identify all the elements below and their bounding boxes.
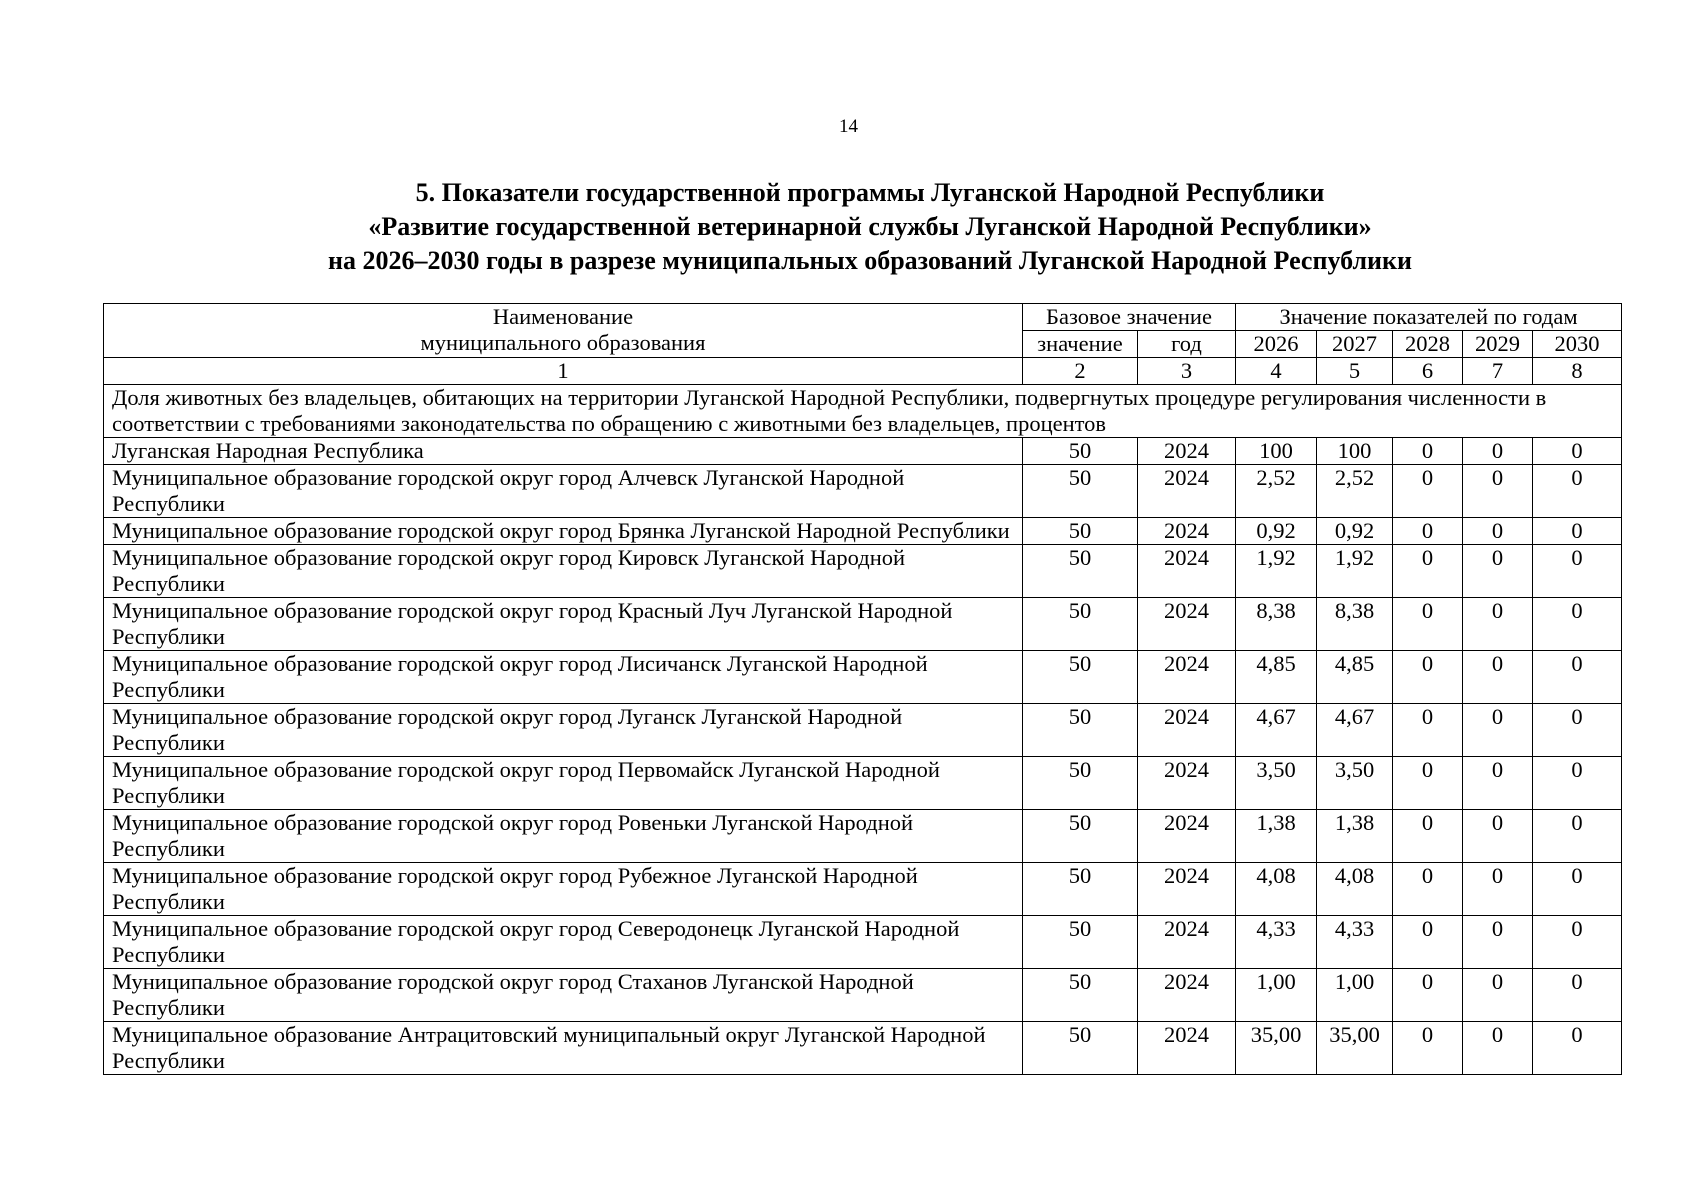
base-year-cell: 2024 bbox=[1138, 810, 1236, 863]
table-row bbox=[104, 598, 1622, 651]
municipality-name-cell: Муниципальное образование городской округ город Лисичанск Луганской Народной Республики bbox=[104, 651, 1023, 704]
base-value-cell: 50 bbox=[1023, 545, 1138, 598]
base-year-cell: 2024 bbox=[1138, 545, 1236, 598]
municipality-name-cell: Муниципальное образование городской округ город Красный Луч Луганской Народной Республики bbox=[104, 598, 1023, 651]
value-2027-cell: 4,67 bbox=[1317, 704, 1393, 757]
base-value-cell: 50 bbox=[1023, 598, 1138, 651]
value-2030-cell: 0 bbox=[1533, 545, 1622, 598]
value-2028-cell: 0 bbox=[1393, 438, 1463, 465]
base-value-cell: 50 bbox=[1023, 863, 1138, 916]
value-2028-cell: 0 bbox=[1393, 518, 1463, 545]
value-2029-cell: 0 bbox=[1463, 1022, 1533, 1075]
table-row bbox=[104, 916, 1622, 969]
col-number-4: 4 bbox=[1236, 358, 1317, 385]
value-2030-cell: 0 bbox=[1533, 969, 1622, 1022]
value-2028-cell: 0 bbox=[1393, 916, 1463, 969]
base-year-cell: 2024 bbox=[1138, 863, 1236, 916]
base-year-cell: 2024 bbox=[1138, 1022, 1236, 1075]
value-2028-cell: 0 bbox=[1393, 863, 1463, 916]
section-row bbox=[104, 385, 1622, 438]
table-row bbox=[104, 704, 1622, 757]
value-2028-cell: 0 bbox=[1393, 1022, 1463, 1075]
value-2027-cell: 1,00 bbox=[1317, 969, 1393, 1022]
value-2026-cell: 4,33 bbox=[1236, 916, 1317, 969]
header-name-line-2: муниципального образования bbox=[420, 330, 706, 355]
municipality-name-cell: Муниципальное образование Антрацитовский муниципальный округ Луганской Народной Республики bbox=[104, 1022, 1023, 1075]
value-2026-cell: 35,00 bbox=[1236, 1022, 1317, 1075]
value-2026-cell: 3,50 bbox=[1236, 757, 1317, 810]
value-2028-cell: 0 bbox=[1393, 651, 1463, 704]
header-value-cell: значение bbox=[1023, 331, 1138, 358]
col-number-1: 1 bbox=[104, 358, 1023, 385]
table-row bbox=[104, 518, 1622, 545]
municipality-name-cell: Муниципальное образование городской округ город Брянка Луганской Народной Республики bbox=[104, 518, 1023, 545]
municipality-name-cell: Муниципальное образование городской округ город Рубежное Луганской Народной Республики bbox=[104, 863, 1023, 916]
value-2030-cell: 0 bbox=[1533, 757, 1622, 810]
base-year-cell: 2024 bbox=[1138, 598, 1236, 651]
value-2029-cell: 0 bbox=[1463, 651, 1533, 704]
col-number-6: 6 bbox=[1393, 358, 1463, 385]
value-2030-cell: 0 bbox=[1533, 518, 1622, 545]
base-value-cell: 50 bbox=[1023, 465, 1138, 518]
base-year-cell: 2024 bbox=[1138, 704, 1236, 757]
value-2027-cell: 2,52 bbox=[1317, 465, 1393, 518]
value-2026-cell: 1,92 bbox=[1236, 545, 1317, 598]
value-2030-cell: 0 bbox=[1533, 598, 1622, 651]
value-2029-cell: 0 bbox=[1463, 438, 1533, 465]
base-year-cell: 2024 bbox=[1138, 757, 1236, 810]
municipality-name-cell: Муниципальное образование городской округ город Северодонецк Луганской Народной Республики bbox=[104, 916, 1023, 969]
value-2028-cell: 0 bbox=[1393, 598, 1463, 651]
column-numbers-row bbox=[104, 358, 1622, 385]
base-value-cell: 50 bbox=[1023, 969, 1138, 1022]
value-2026-cell: 4,67 bbox=[1236, 704, 1317, 757]
col-number-5: 5 bbox=[1317, 358, 1393, 385]
value-2027-cell: 35,00 bbox=[1317, 1022, 1393, 1075]
municipality-name-cell: Муниципальное образование городской округ город Первомайск Луганской Народной Республики bbox=[104, 757, 1023, 810]
value-2026-cell: 1,38 bbox=[1236, 810, 1317, 863]
base-year-cell: 2024 bbox=[1138, 465, 1236, 518]
table-row bbox=[104, 438, 1622, 465]
value-2027-cell: 8,38 bbox=[1317, 598, 1393, 651]
title-line-3: на 2026–2030 годы в разрезе муниципальных образований Луганской Народной Республики bbox=[327, 246, 1412, 275]
base-year-cell: 2024 bbox=[1138, 969, 1236, 1022]
value-2029-cell: 0 bbox=[1463, 704, 1533, 757]
value-2028-cell: 0 bbox=[1393, 465, 1463, 518]
header-year-2029: 2029 bbox=[1463, 331, 1533, 358]
base-year-cell: 2024 bbox=[1138, 916, 1236, 969]
value-2029-cell: 0 bbox=[1463, 465, 1533, 518]
value-2026-cell: 1,00 bbox=[1236, 969, 1317, 1022]
value-2026-cell: 0,92 bbox=[1236, 518, 1317, 545]
base-value-cell: 50 bbox=[1023, 916, 1138, 969]
table-row bbox=[104, 1022, 1622, 1075]
document-title bbox=[160, 176, 1580, 278]
value-2028-cell: 0 bbox=[1393, 757, 1463, 810]
base-value-cell: 50 bbox=[1023, 518, 1138, 545]
table-row bbox=[104, 651, 1622, 704]
value-2028-cell: 0 bbox=[1393, 810, 1463, 863]
col-number-2: 2 bbox=[1023, 358, 1138, 385]
page-number: 14 bbox=[839, 116, 858, 137]
header-years-cell: Значение показателей по годам bbox=[1236, 304, 1622, 331]
col-number-7: 7 bbox=[1463, 358, 1533, 385]
value-2027-cell: 1,92 bbox=[1317, 545, 1393, 598]
value-2029-cell: 0 bbox=[1463, 598, 1533, 651]
value-2028-cell: 0 bbox=[1393, 704, 1463, 757]
header-year-2028: 2028 bbox=[1393, 331, 1463, 358]
header-name-line-1: Наименование bbox=[492, 304, 634, 329]
value-2029-cell: 0 bbox=[1463, 863, 1533, 916]
value-2030-cell: 0 bbox=[1533, 810, 1622, 863]
municipality-name-cell: Муниципальное образование городской округ город Луганск Луганской Народной Республики bbox=[104, 704, 1023, 757]
value-2030-cell: 0 bbox=[1533, 1022, 1622, 1075]
base-value-cell: 50 bbox=[1023, 1022, 1138, 1075]
municipality-name-cell: Муниципальное образование городской округ город Алчевск Луганской Народной Республики bbox=[104, 465, 1023, 518]
table-row bbox=[104, 465, 1622, 518]
title-line-2: «Развитие государственной ветеринарной службы Луганской Народной Республики» bbox=[368, 212, 1372, 241]
table-row bbox=[104, 969, 1622, 1022]
value-2027-cell: 1,38 bbox=[1317, 810, 1393, 863]
value-2030-cell: 0 bbox=[1533, 651, 1622, 704]
value-2029-cell: 0 bbox=[1463, 969, 1533, 1022]
value-2030-cell: 0 bbox=[1533, 465, 1622, 518]
table-row bbox=[104, 757, 1622, 810]
value-2029-cell: 0 bbox=[1463, 757, 1533, 810]
header-year-2027: 2027 bbox=[1317, 331, 1393, 358]
value-2028-cell: 0 bbox=[1393, 545, 1463, 598]
municipality-name-cell: Муниципальное образование городской округ город Ровеньки Луганской Народной Республики bbox=[104, 810, 1023, 863]
value-2030-cell: 0 bbox=[1533, 438, 1622, 465]
title-line-1: 5. Показатели государственной программы Луганской Народной Республики bbox=[415, 178, 1325, 207]
table-row bbox=[104, 810, 1622, 863]
header-year-cell: год bbox=[1138, 331, 1236, 358]
base-value-cell: 50 bbox=[1023, 810, 1138, 863]
value-2028-cell: 0 bbox=[1393, 969, 1463, 1022]
base-value-cell: 50 bbox=[1023, 651, 1138, 704]
value-2029-cell: 0 bbox=[1463, 518, 1533, 545]
value-2027-cell: 3,50 bbox=[1317, 757, 1393, 810]
value-2026-cell: 100 bbox=[1236, 438, 1317, 465]
value-2029-cell: 0 bbox=[1463, 545, 1533, 598]
base-value-cell: 50 bbox=[1023, 757, 1138, 810]
value-2030-cell: 0 bbox=[1533, 704, 1622, 757]
value-2026-cell: 4,08 bbox=[1236, 863, 1317, 916]
value-2030-cell: 0 bbox=[1533, 863, 1622, 916]
header-name-cell bbox=[104, 304, 1023, 358]
indicators-table bbox=[103, 303, 1622, 1075]
header-year-2030: 2030 bbox=[1533, 331, 1622, 358]
value-2027-cell: 0,92 bbox=[1317, 518, 1393, 545]
table-row bbox=[104, 545, 1622, 598]
municipality-name-cell: Луганская Народная Республика bbox=[104, 438, 1023, 465]
value-2027-cell: 4,85 bbox=[1317, 651, 1393, 704]
value-2027-cell: 100 bbox=[1317, 438, 1393, 465]
header-year-2026: 2026 bbox=[1236, 331, 1317, 358]
section-title: Доля животных без владельцев, обитающих на территории Луганской Народной Республики, подвергнутых процедуре регулирования численности в соответствии с требованиями законодательства по обращению с животными без владельцев, процентов bbox=[104, 385, 1622, 438]
municipality-name-cell: Муниципальное образование городской округ город Кировск Луганской Народной Республики bbox=[104, 545, 1023, 598]
base-value-cell: 50 bbox=[1023, 438, 1138, 465]
value-2030-cell: 0 bbox=[1533, 916, 1622, 969]
value-2029-cell: 0 bbox=[1463, 916, 1533, 969]
col-number-3: 3 bbox=[1138, 358, 1236, 385]
base-year-cell: 2024 bbox=[1138, 518, 1236, 545]
base-year-cell: 2024 bbox=[1138, 651, 1236, 704]
col-number-8: 8 bbox=[1533, 358, 1622, 385]
table-row bbox=[104, 863, 1622, 916]
value-2027-cell: 4,08 bbox=[1317, 863, 1393, 916]
base-year-cell: 2024 bbox=[1138, 438, 1236, 465]
value-2029-cell: 0 bbox=[1463, 810, 1533, 863]
value-2026-cell: 4,85 bbox=[1236, 651, 1317, 704]
table-body bbox=[104, 304, 1622, 1075]
municipality-name-cell: Муниципальное образование городской округ город Стаханов Луганской Народной Республики bbox=[104, 969, 1023, 1022]
value-2026-cell: 8,38 bbox=[1236, 598, 1317, 651]
header-base-cell: Базовое значение bbox=[1023, 304, 1236, 331]
value-2027-cell: 4,33 bbox=[1317, 916, 1393, 969]
header-row-1 bbox=[104, 304, 1622, 331]
value-2026-cell: 2,52 bbox=[1236, 465, 1317, 518]
base-value-cell: 50 bbox=[1023, 704, 1138, 757]
